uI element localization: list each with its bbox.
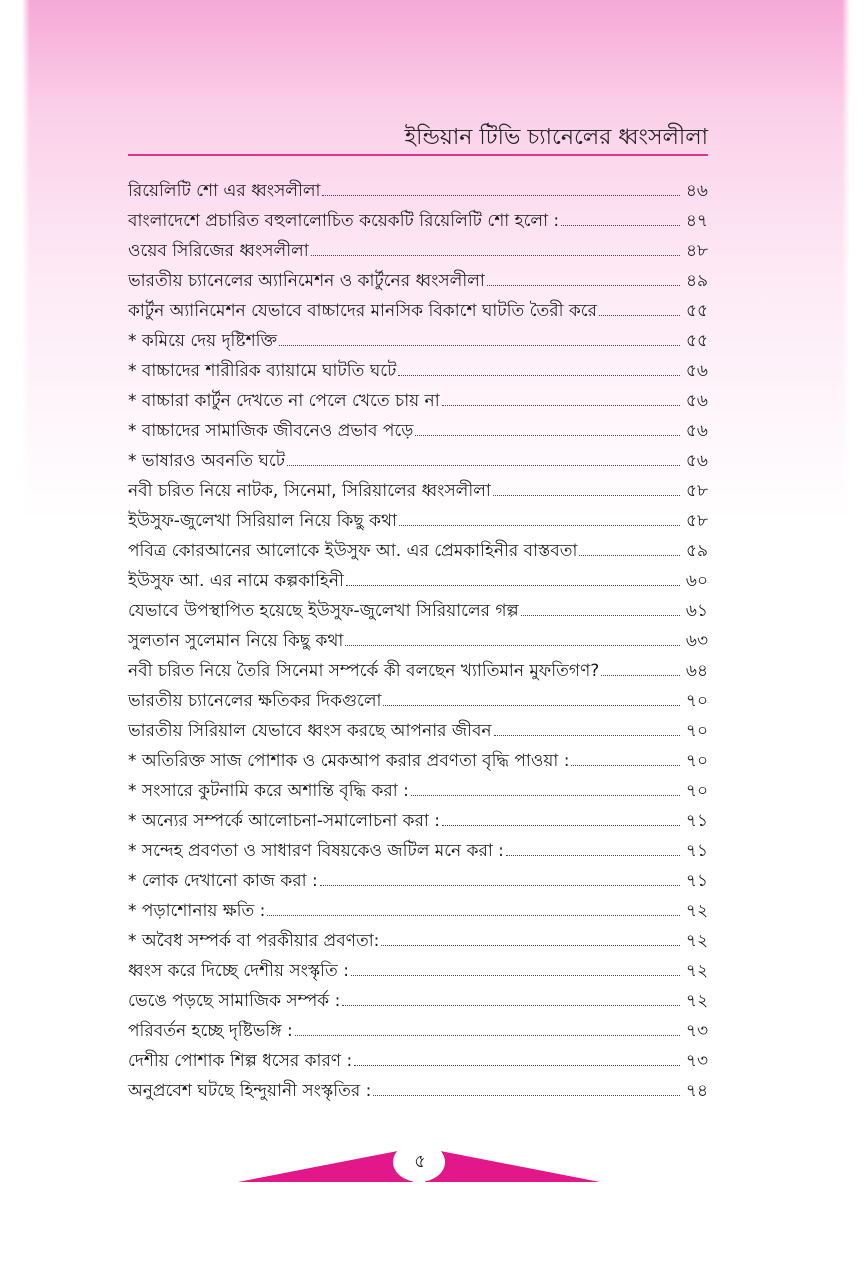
toc-leader-dots (442, 825, 680, 826)
toc-leader-dots (521, 615, 680, 616)
toc-entry-page: ৫৮ (685, 481, 708, 501)
toc-entry-page: ৭৩ (685, 1051, 708, 1071)
toc-entry-title: * বাচ্চাদের শারীরিক ব্যায়ামে ঘাটতি ঘটে (128, 361, 397, 381)
running-header-title: ইন্ডিয়ান টিভি চ্যানেলের ধ্বংসলীলা (404, 125, 708, 150)
toc-entry-page: ৪৮ (685, 241, 708, 261)
toc-leader-dots (320, 885, 680, 886)
toc-entry (128, 1042, 708, 1072)
toc-entry-page: ৫৬ (685, 451, 708, 471)
toc-entry (128, 712, 708, 742)
toc-entry (128, 232, 708, 262)
toc-entry-page: ৫৫ (685, 301, 708, 321)
toc-entry-title: দেশীয় পোশাক শিল্প ধসের কারণ : (128, 1051, 353, 1071)
toc-leader-dots (601, 675, 680, 676)
toc-entry (128, 862, 708, 892)
toc-entry-title: * ভাষারও অবনতি ঘটে (128, 451, 286, 471)
toc-entry-page: ৭৩ (685, 1021, 708, 1041)
toc-entry (128, 592, 708, 622)
toc-entry-title: * বাচ্চাদের সামাজিক জীবনেও প্রভাব পড়ে (128, 421, 414, 441)
toc-entry (128, 1072, 708, 1102)
toc-entry-page: ৭২ (685, 931, 708, 951)
toc-leader-dots (599, 315, 680, 316)
toc-entry-page: ৭০ (685, 751, 708, 771)
toc-leader-dots (411, 795, 680, 796)
toc-entry (128, 682, 708, 712)
toc-leader-dots (571, 765, 680, 766)
toc-entry-title: ইউসুফ-জুলেখা সিরিয়াল নিয়ে কিছু কথা (128, 511, 397, 531)
toc-entry-title: * অন্যের সম্পর্কে আলোচনা-সমালোচনা করা : (128, 811, 440, 831)
toc-entry-page: ৭২ (685, 991, 708, 1011)
toc-entry (128, 562, 708, 592)
toc-entry-title: * অবৈধ সম্পর্ক বা পরকীয়ার প্রবণতা: (128, 931, 380, 951)
toc-leader-dots (267, 915, 680, 916)
toc-entry (128, 532, 708, 562)
footer-wedge-left (238, 1148, 413, 1182)
toc-entry-page: ৭২ (685, 901, 708, 921)
toc-leader-dots (354, 1065, 680, 1066)
toc-entry-page: ৪৬ (685, 181, 708, 201)
toc-leader-dots (415, 435, 680, 436)
toc-entry-page: ৫৬ (685, 421, 708, 441)
toc-leader-dots (398, 375, 680, 376)
toc-leader-dots (345, 645, 680, 646)
toc-entry (128, 772, 708, 802)
toc-leader-dots (311, 255, 680, 256)
toc-entry-title: * পড়াশোনায় ক্ষতি : (128, 901, 266, 921)
toc-leader-dots (487, 285, 680, 286)
toc-entry (128, 892, 708, 922)
toc-leader-dots (381, 945, 680, 946)
toc-entry-page: ৭৪ (685, 1081, 708, 1101)
footer-wedge-right (425, 1148, 600, 1182)
toc-entry (128, 502, 708, 532)
toc-entry (128, 922, 708, 952)
toc-entry-title: ওয়েব সিরিজের ধ্বংসলীলা (128, 241, 309, 261)
toc-entry-page: ৬৩ (685, 631, 708, 651)
toc-entry-title: ভারতীয় চ্যানেলের ক্ষতিকর দিকগুলো (128, 691, 382, 711)
toc-entry-title: কার্টুন অ্যানিমেশন যেভাবে বাচ্চাদের মানসিক বিকাশে ঘাটতি তৈরী করে (128, 301, 597, 321)
toc-entry-title: বাংলাদেশে প্রচারিত বহুলালোচিত কয়েকটি রিয়েলিটি শো হলো : (128, 211, 560, 231)
toc-entry-title: যেভাবে উপস্থাপিত হয়েছে ইউসুফ-জুলেখা সিরিয়ালের গল্প (128, 601, 519, 621)
toc-entry (128, 292, 708, 322)
toc-entry-title: অনুপ্রবেশ ঘটছে হিন্দুয়ানী সংস্কৃতির : (128, 1081, 372, 1101)
toc-entry-title: নবী চরিত নিয়ে তৈরি সিনেমা সম্পর্কে কী বলছেন খ্যাতিমান মুফতিগণ? (128, 661, 600, 681)
toc-entry-page: ৬৪ (685, 661, 708, 681)
toc-leader-dots (279, 345, 680, 346)
toc-entry-page: ৭১ (685, 811, 708, 831)
toc-entry-title: * অতিরিক্ত সাজ পোশাক ও মেকআপ করার প্রবণতা বৃদ্ধি পাওয়া : (128, 751, 570, 771)
toc-leader-dots (442, 405, 680, 406)
toc-entry (128, 652, 708, 682)
toc-entry (128, 322, 708, 352)
toc-entry (128, 382, 708, 412)
page-margin-right (842, 0, 868, 1263)
toc-entry-title: ভারতীয় চ্যানেলের অ্যানিমেশন ও কার্টুনের ধ্বংসলীলা (128, 271, 485, 291)
toc-entry (128, 832, 708, 862)
toc-entry-title: ইউসুফ আ. এর নামে কল্পকাহিনী (128, 571, 344, 591)
toc-entry-title: * বাচ্চারা কার্টুন দেখতে না পেলে খেতে চায় না (128, 391, 440, 411)
toc-leader-dots (579, 555, 680, 556)
toc-entry-page: ৫৫ (685, 331, 708, 351)
toc-entry (128, 352, 708, 382)
toc-entry (128, 802, 708, 832)
toc-entry (128, 442, 708, 472)
toc-entry (128, 262, 708, 292)
toc-leader-dots (383, 705, 680, 706)
toc-entry (128, 952, 708, 982)
toc-leader-dots (561, 225, 680, 226)
toc-entry-page: ৫৮ (685, 511, 708, 531)
toc-entry-page: ৭১ (685, 841, 708, 861)
toc-entry (128, 1012, 708, 1042)
toc-entry-page: ৫৬ (685, 391, 708, 411)
toc-entry-title: * সংসারে কুটনামি করে অশান্তি বৃদ্ধি করা : (128, 781, 409, 801)
toc-entry-page: ৭০ (685, 691, 708, 711)
toc-leader-dots (295, 1035, 680, 1036)
toc-entry (128, 622, 708, 652)
toc-entry (128, 982, 708, 1012)
toc-entry-page: ৭০ (685, 781, 708, 801)
toc-entry (128, 742, 708, 772)
toc-leader-dots (493, 495, 680, 496)
toc-entry-page: ৬১ (685, 601, 708, 621)
toc-leader-dots (494, 735, 680, 736)
toc-entry-page: ৫৬ (685, 361, 708, 381)
toc-entry (128, 472, 708, 502)
toc-entry (128, 412, 708, 442)
header-rule (128, 154, 708, 156)
toc-leader-dots (342, 1005, 680, 1006)
toc-entry-title: ভারতীয় সিরিয়াল যেভাবে ধ্বংস করছে আপনার জীবন (128, 721, 492, 741)
toc-entry-page: ৫৯ (685, 541, 708, 561)
toc-leader-dots (351, 975, 680, 976)
toc-entry-title: পরিবর্তন হচ্ছে দৃষ্টিভঙ্গি : (128, 1021, 293, 1041)
toc-entry-title: * সন্দেহ প্রবণতা ও সাধারণ বিষয়কেও জটিল মনে করা : (128, 841, 504, 861)
toc-entry-title: পবিত্র কোরআনের আলোকে ইউসুফ আ. এর প্রেমকাহিনীর বাস্তবতা (128, 541, 578, 561)
toc-entry-page: ৪৯ (685, 271, 708, 291)
toc-entry-page: ৪৭ (685, 211, 708, 231)
toc-entry-page: ৬০ (685, 571, 708, 591)
toc-entry-title: ভেঙে পড়ছে সামাজিক সম্পর্ক : (128, 991, 341, 1011)
toc-leader-dots (373, 1095, 680, 1096)
toc-entry-title: * কমিয়ে দেয় দৃষ্টিশক্তি (128, 331, 278, 351)
toc-leader-dots (287, 465, 680, 466)
toc-entry-title: * লোক দেখানো কাজ করা : (128, 871, 318, 891)
toc-entry-page: ৭১ (685, 871, 708, 891)
toc-entry-page: ৭২ (685, 961, 708, 981)
toc-entry-title: নবী চরিত নিয়ে নাটক, সিনেমা, সিরিয়ালের ধ্বংসলীলা (128, 481, 491, 501)
page-margin-left (0, 0, 30, 1263)
page-number: ৫ (414, 1151, 426, 1172)
toc-entry-title: সুলতান সুলেমান নিয়ে কিছু কথা (128, 631, 344, 651)
toc-leader-dots (346, 585, 680, 586)
toc-leader-dots (399, 525, 680, 526)
toc-entry-title: রিয়েলিটি শো এর ধ্বংসলীলা (128, 181, 321, 201)
toc-entry-title: ধ্বংস করে দিচ্ছে দেশীয় সংস্কৃতি : (128, 961, 349, 981)
toc-entry-page: ৭০ (685, 721, 708, 741)
table-of-contents (128, 172, 708, 1102)
toc-entry (128, 172, 708, 202)
toc-leader-dots (506, 855, 680, 856)
toc-leader-dots (322, 195, 680, 196)
toc-entry (128, 202, 708, 232)
